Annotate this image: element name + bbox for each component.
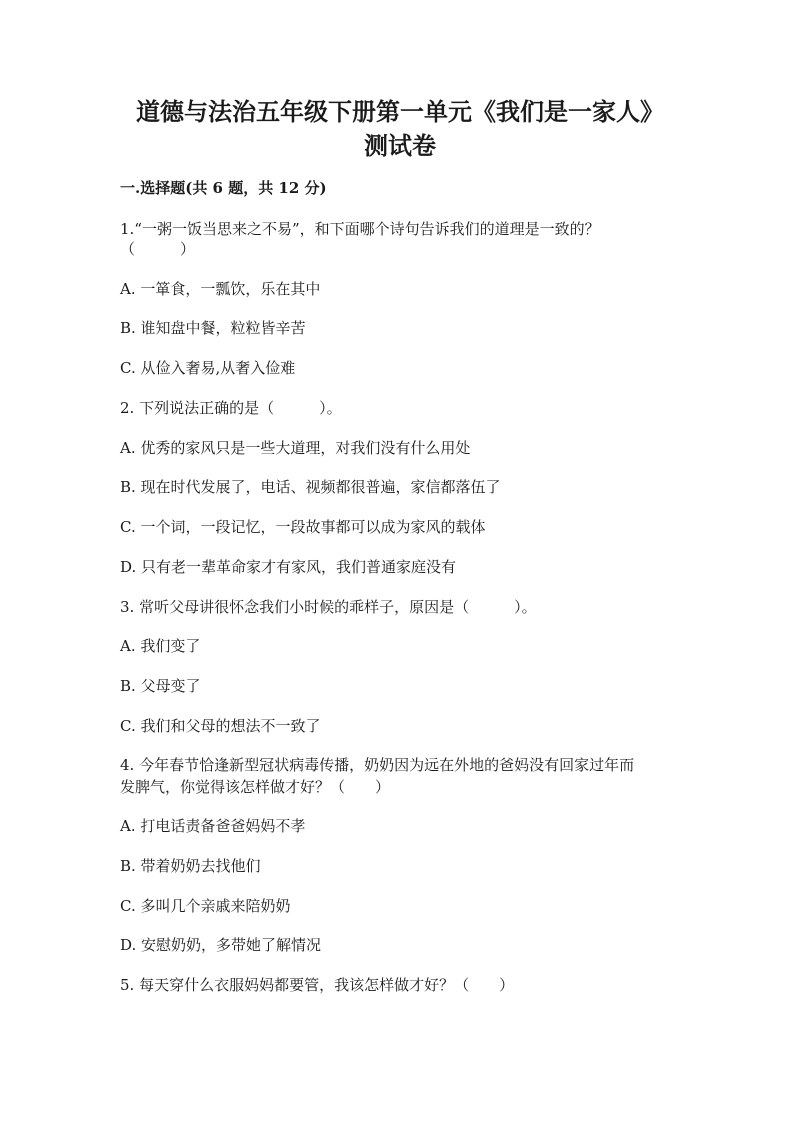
question-1-option-b: B. 谁知盘中餐，粒粒皆辛苦 — [120, 319, 306, 337]
page-subtitle: 测试卷 — [364, 131, 436, 160]
question-1-option-c: C. 从俭入奢易,从奢入俭难 — [120, 359, 296, 377]
question-2-option-d: D. 只有老一辈革命家才有家风，我们普通家庭没有 — [120, 558, 457, 576]
page-title: 道德与法治五年级下册第一单元《我们是一家人》 — [136, 97, 664, 126]
question-4-option-c: C. 多叫几个亲戚来陪奶奶 — [120, 897, 291, 915]
question-1-option-a: A. 一箪食，一瓢饮，乐在其中 — [120, 280, 321, 298]
question-2-stem: 2. 下列说法正确的是（ ）。 — [120, 399, 342, 417]
question-1-stem-line-2: （ ） — [120, 240, 196, 258]
question-4-stem-line-2: 发脾气，你觉得该怎样做才好？（ ） — [120, 778, 391, 796]
question-4-option-a: A. 打电话责备爸爸妈妈不孝 — [120, 817, 306, 835]
question-2-option-c: C. 一个词，一段记忆，一段故事都可以成为家风的载体 — [120, 518, 486, 536]
question-1-stem-line-1: 1.“一粥一饭当思来之不易”，和下面哪个诗句告诉我们的道理是一致的？ — [120, 220, 600, 238]
question-4-option-d: D. 安慰奶奶，多带她了解情况 — [120, 936, 322, 954]
question-5-stem: 5. 每天穿什么衣服妈妈都要管，我该怎样做才好？（ ） — [120, 976, 515, 994]
question-2-option-a: A. 优秀的家风只是一些大道理，对我们没有什么用处 — [120, 439, 471, 457]
question-4-option-b: B. 带着奶奶去找他们 — [120, 857, 261, 875]
section-heading: 一.选择题(共 6 题，共 12 分) — [120, 179, 327, 197]
question-3-option-a: A. 我们变了 — [120, 637, 201, 655]
question-3-option-c: C. 我们和父母的想法不一致了 — [120, 717, 321, 735]
question-3-option-b: B. 父母变了 — [120, 677, 201, 695]
question-3-stem: 3. 常听父母讲很怀念我们小时候的乖样子，原因是（ ）。 — [120, 598, 537, 616]
question-4-stem-line-1: 4. 今年春节恰逢新型冠状病毒传播，奶奶因为远在外地的爸妈没有回家过年而 — [120, 756, 635, 774]
question-2-option-b: B. 现在时代发展了，电话、视频都很普遍，家信都落伍了 — [120, 478, 501, 496]
